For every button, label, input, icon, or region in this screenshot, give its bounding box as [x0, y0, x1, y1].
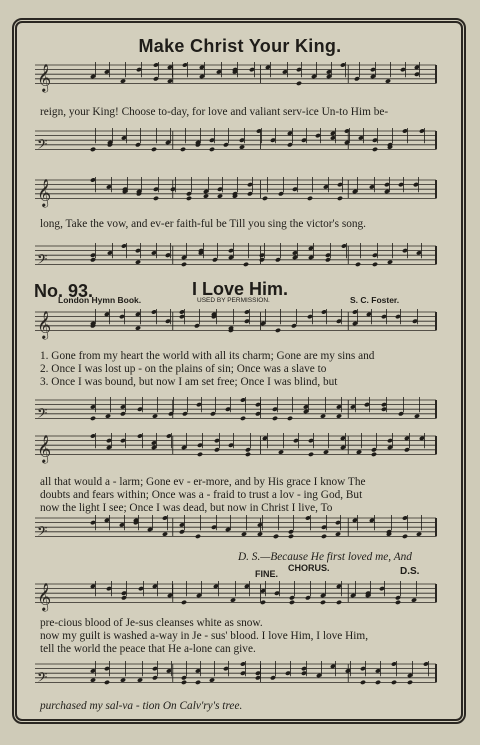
- note-head: [337, 196, 343, 201]
- hymn-source: London Hymn Book.: [58, 295, 142, 305]
- treble-clef-icon: 𝄞: [37, 310, 52, 339]
- note-head: [167, 78, 173, 83]
- note-head: [135, 259, 141, 264]
- note-head: [336, 413, 342, 418]
- ds-mark: D.S.: [400, 566, 420, 577]
- note-head: [135, 325, 141, 330]
- note-head: [151, 147, 157, 152]
- note-head: [217, 193, 223, 198]
- note-head: [203, 193, 209, 198]
- note-head: [262, 196, 268, 201]
- note-head: [356, 449, 362, 454]
- lyric-line: long, Take the vow, and ev-er faith-ful be Till you sing the victor's song.: [40, 218, 366, 230]
- note-head: [241, 531, 247, 536]
- note-head: [287, 416, 293, 421]
- staff: [0, 304, 480, 344]
- hymn-title: I Love Him.: [191, 279, 289, 299]
- staff: [0, 656, 480, 696]
- note-head: [411, 597, 417, 602]
- staff: [0, 57, 480, 97]
- note-head: [90, 147, 96, 152]
- verse-line-1: 1. Gone from my heart the world with all its charm; Gone are my sins and: [40, 350, 375, 362]
- note-head: [387, 259, 393, 264]
- ds-lyric-line: D. S.—Because He first loved me, And: [238, 551, 412, 563]
- note-head: [181, 680, 187, 685]
- note-head: [105, 413, 111, 418]
- note-head: [385, 78, 391, 83]
- note-head: [195, 534, 201, 539]
- treble-clef-icon: 𝄞: [37, 178, 52, 207]
- chorus-mark: CHORUS.: [288, 563, 330, 573]
- song-title-make-christ-your-king: Make Christ Your King.: [138, 36, 342, 56]
- staff: [0, 123, 480, 163]
- permission-note: USED BY PERMISSION.: [197, 297, 270, 304]
- note-head: [391, 680, 397, 685]
- staff: [0, 238, 480, 278]
- verse-line-2: 2. Once I was lost up - on the plains of sin; Once was a slave to: [40, 363, 327, 375]
- treble-clef-icon: 𝄞: [37, 434, 52, 463]
- note-head: [323, 449, 329, 454]
- note-head: [90, 416, 96, 421]
- note-head: [152, 413, 158, 418]
- note-head: [307, 196, 313, 201]
- bass-clef-icon: 𝄢: [37, 251, 48, 271]
- note-head: [273, 534, 279, 539]
- note-head: [243, 262, 249, 267]
- hymn-number: No. 93.: [34, 281, 94, 301]
- bass-clef-icon: 𝄢: [37, 523, 48, 543]
- note-head: [120, 677, 126, 682]
- bass-clef-icon: 𝄢: [37, 136, 48, 156]
- staff: [0, 510, 480, 550]
- note-head: [402, 534, 408, 539]
- note-head: [197, 452, 203, 457]
- verse-line-3: 3. Once I was bound, but now I am set free; Once I was blind, but: [40, 376, 338, 388]
- note-head: [416, 531, 422, 536]
- note-head: [335, 531, 341, 536]
- note-head: [296, 81, 302, 86]
- note-head: [372, 147, 378, 152]
- lyric-line: reign, your King! Choose to-day, for love and valiant serv-ice Un-to Him be-: [40, 106, 389, 118]
- staff: [0, 576, 480, 616]
- verse-line-1: pre-cious blood of Je-sus cleanses white as snow.: [40, 617, 263, 629]
- note-head: [275, 328, 281, 333]
- note-head: [372, 262, 378, 267]
- note-head: [289, 600, 295, 605]
- verse-line-1: all that would a - larm; Gone ev - er-more, and by His grace I know The: [40, 476, 366, 488]
- bass-clef-icon: 𝄢: [37, 405, 48, 425]
- note-head: [162, 531, 168, 536]
- note-head: [180, 147, 186, 152]
- composer: S. C. Foster.: [350, 295, 400, 305]
- staff: [0, 428, 480, 468]
- note-head: [239, 144, 245, 149]
- note-head: [181, 262, 187, 267]
- note-head: [257, 531, 263, 536]
- note-head: [371, 452, 377, 457]
- note-head: [355, 262, 361, 267]
- note-head: [395, 600, 401, 605]
- fine-mark: FINE.: [255, 569, 279, 579]
- final-lyric-line: purchased my sal-va - tion On Calv'ry's tree.: [40, 700, 243, 712]
- note-head: [186, 196, 192, 201]
- note-head: [104, 680, 110, 685]
- note-head: [414, 413, 420, 418]
- verse-line-3: tell the world the peace that He a-lone can give.: [40, 643, 256, 655]
- staff: [0, 392, 480, 432]
- note-head: [320, 600, 326, 605]
- note-head: [320, 413, 326, 418]
- treble-clef-icon: 𝄞: [37, 582, 52, 611]
- verse-line-2: now my guilt is washed a-way in Je - sus' blood. I love Him, I love Him,: [40, 630, 369, 642]
- note-head: [407, 680, 413, 685]
- note-head: [321, 534, 327, 539]
- bass-clef-icon: 𝄢: [37, 669, 48, 689]
- note-head: [90, 677, 96, 682]
- note-head: [209, 147, 215, 152]
- note-head: [240, 416, 246, 421]
- note-head: [120, 78, 126, 83]
- note-head: [195, 680, 201, 685]
- staff: [0, 172, 480, 212]
- note-head: [209, 677, 215, 682]
- note-head: [288, 534, 294, 539]
- verse-line-3: now the light I see; Once I was dead, but now in Christ I live, To: [40, 502, 333, 514]
- note-head: [137, 677, 143, 682]
- note-head: [153, 196, 159, 201]
- note-head: [336, 600, 342, 605]
- note-head: [278, 449, 284, 454]
- note-head: [375, 680, 381, 685]
- note-head: [230, 597, 236, 602]
- note-head: [181, 600, 187, 605]
- note-head: [272, 416, 278, 421]
- note-head: [360, 680, 366, 685]
- note-head: [308, 452, 314, 457]
- treble-clef-icon: 𝄞: [37, 63, 52, 92]
- verse-line-2: doubts and fears within; Once was a - fraid to trust a lov - ing God, But: [40, 489, 363, 501]
- note-head: [245, 452, 251, 457]
